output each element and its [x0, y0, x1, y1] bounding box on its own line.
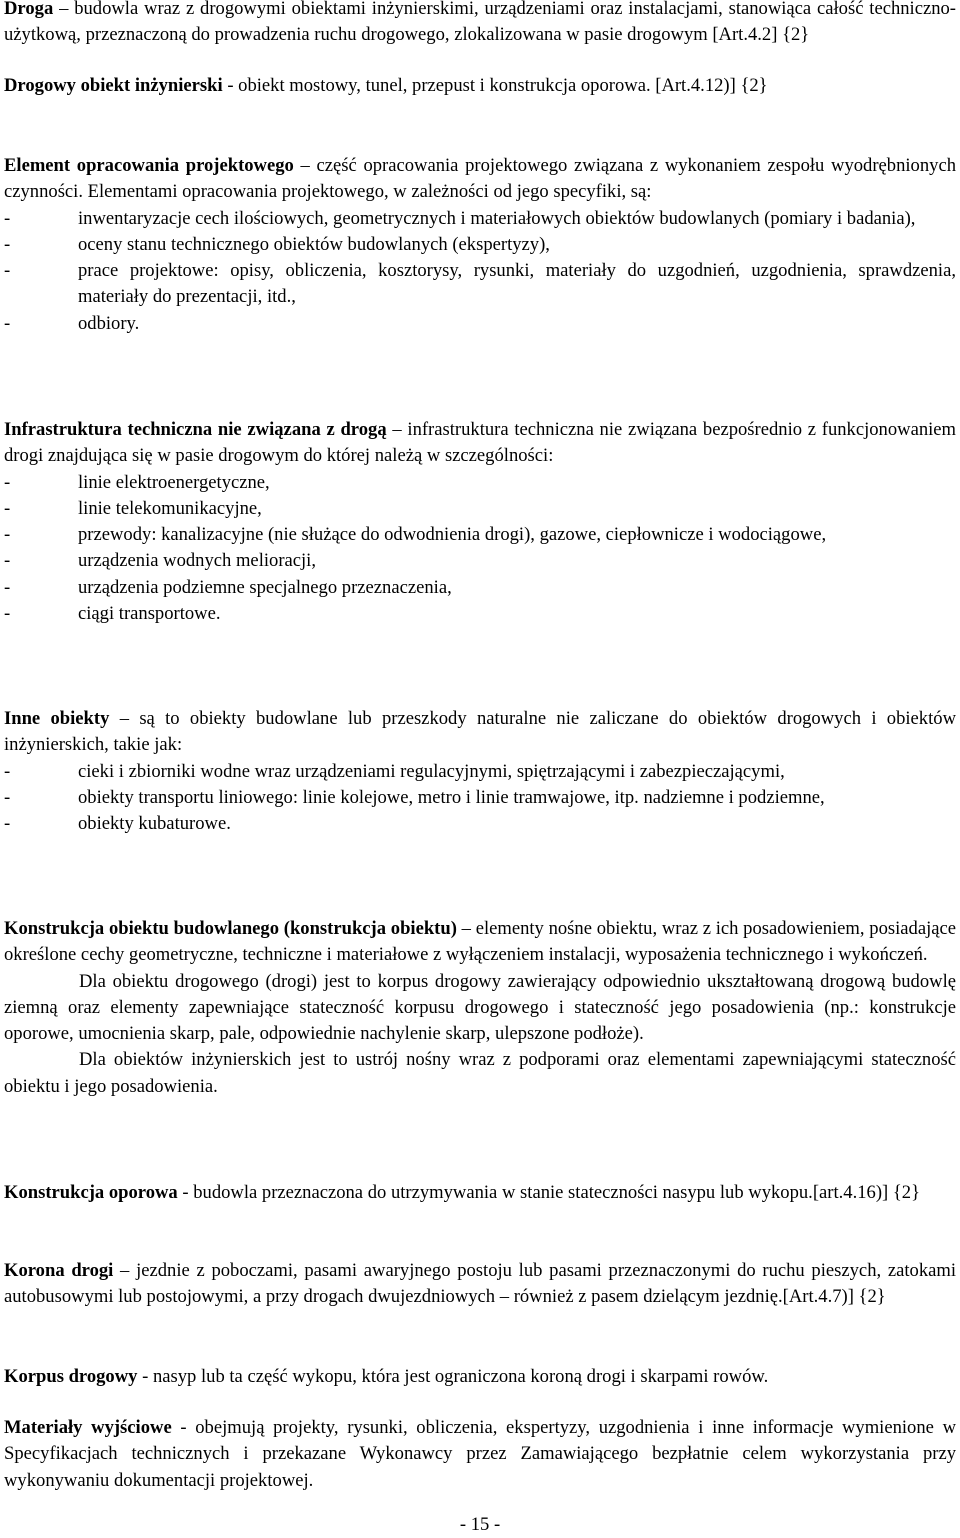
- definition-inne-obiekty: Inne obiekty – są to obiekty budowlane lub przeszkody naturalne nie zaliczane do obiektów drogowych i obiektów inżynierskich, takie jak: - cieki i zbiorniki wodne wraz urządzeniami regulacyjnymi, spiętrzającymi i zabezpieczającymi, - obiekty transportu liniowego: linie kolejowe, metro i linie tramwajowe, itp. nadziemne i podziemne, - obiekty kubaturowe.: [4, 706, 956, 837]
- page-number: - 15 -: [459, 1514, 501, 1535]
- definition-text: są to obiekty budowlane lub przeszkody naturalne nie zaliczane do obiektów drogowych i obiektów inżynierskich, takie jak:: [4, 708, 956, 756]
- term: Droga: [4, 0, 54, 19]
- definition-korona-drogi: Korona drogi – jezdnie z poboczami, pasami awaryjnego postoju lub pasami przeznaczonymi do ruchu pieszych, zatokami autobusowymi lub postojowymi, a przy drogach dwujezdniowych – również z pasem dzielącym jezdnię.[Art.4.7)] {2}: [4, 1260, 956, 1308]
- term: Korona drogi: [4, 1260, 114, 1281]
- list-item: - oceny stanu technicznego obiektów budowlanych (ekspertyzy),: [4, 232, 956, 258]
- definition-drogowy-obiekt-inzynierski: [4, 73, 956, 99]
- list-item: - urządzenia podziemne specjalnego przeznaczenia,: [4, 575, 956, 601]
- definition-text: - budowla przeznaczona do utrzymywania w stanie stateczności nasypu lub wykopu.[art.4.16)] {2}: [182, 1182, 920, 1203]
- definition-text: - obejmują projekty, rysunki, obliczenia, ekspertyzy, uzgodnienia i inne informacje wymienione w Specyfikacjach technicznych i przekazane Wykonawcy przez Zamawiającego bezpłatnie celem wykorzystania przy wykonywaniu dokumentacji projektowej.: [4, 1417, 956, 1491]
- list-item: - linie elektroenergetyczne,: [4, 470, 956, 496]
- definition-konstrukcja-oporowa: [4, 1180, 956, 1206]
- definition-text: - obiekt mostowy, tunel, przepust i konstrukcja oporowa. [Art.4.12)] {2}: [227, 75, 768, 96]
- definition-text: część opracowania projektowego związana z wykonaniem zespołu wyodrębnionych czynności. Elementami opracowania projektowego, w zależności od jego specyfiki, są:: [4, 155, 956, 203]
- term: Materiały wyjściowe: [4, 1417, 172, 1438]
- list-item: - odbiory.: [4, 311, 956, 337]
- list-item: - linie telekomunikacyjne,: [4, 496, 956, 522]
- list-item: - obiekty kubaturowe.: [4, 811, 956, 837]
- definition-materialy-wyjsciowe: [4, 1415, 956, 1494]
- definition-text: elementy nośne obiektu, wraz z ich posadowieniem, posiadające określone cechy geometryczne, techniczne i materiałowe z wyłączeniem instalacji, wyposażenia technicznego i wykończeń.: [4, 918, 956, 966]
- definition-text: - nasyp lub ta część wykopu, która jest ograniczona koroną drogi i skarpami rowów.: [142, 1366, 769, 1387]
- element-list: [4, 206, 956, 337]
- term: Konstrukcja obiektu budowlanego (konstrukcja obiektu): [4, 918, 457, 939]
- list-item: - obiekty transportu liniowego: linie kolejowe, metro i linie tramwajowe, itp. nadziemne i podziemne,: [4, 785, 956, 811]
- definition-element-opracowania: Element opracowania projektowego – część opracowania projektowego związana z wykonaniem zespołu wyodrębnionych czynności. Elementami opracowania projektowego, w zależności od jego specyfiki, są: - inwentaryzacje cech ilościowych, geometrycznych i materiałowych obiektów budowlanych (pomiary i badania), - oceny stanu technicznego obiektów budowlanych (ekspertyzy), - prace projektowe: opisy, obliczenia, kosztorysy, rysunki, materiały do uzgodnień, uzgodnienia, sprawdzenia, materiały do prezentacji, itd., - odbiory.: [4, 153, 956, 337]
- other-objects-list: [4, 759, 956, 838]
- list-item: - urządzenia wodnych melioracji,: [4, 548, 956, 574]
- list-item: - ciągi transportowe.: [4, 601, 956, 627]
- definition-text: budowla wraz z drogowymi obiektami inżynierskimi, urządzeniami oraz instalacjami, stanowiąca całość techniczno-użytkową, przeznaczoną do prowadzenia ruchu drogowego, zlokalizowana w pasie drogowym [Art.4.2] {2}: [4, 0, 956, 46]
- list-item: - przewody: kanalizacyjne (nie służące do odwodnienia drogi), gazowe, ciepłownicze i wodociągowe,: [4, 522, 956, 548]
- paragraph: Dla obiektów inżynierskich jest to ustrój nośny wraz z podporami oraz elementami zapewniającymi stateczność obiektu i jego posadowienia.: [4, 1049, 956, 1097]
- infrastructure-list: [4, 470, 956, 628]
- term: Inne obiekty: [4, 708, 110, 729]
- list-item: - inwentaryzacje cech ilościowych, geometrycznych i materiałowych obiektów budowlanych (pomiary i badania),: [4, 206, 956, 232]
- list-item: - prace projektowe: opisy, obliczenia, kosztorysy, rysunki, materiały do uzgodnień, uzgodnienia, sprawdzenia, materiały do prezentacji, itd.,: [4, 258, 956, 311]
- paragraph: Dla obiektu drogowego (drogi) jest to korpus drogowy zawierający odpowiednio ukształtowaną drogową budowlę ziemną oraz elementy zapewniające stateczność korpusu drogowego i stateczność jego posadowienia (np.: konstrukcje oporowe, umocnienia skarp, pale, odpowiednie nachylenie skarp, ulepszone podłoże).: [4, 970, 956, 1045]
- definition-konstrukcja-obiektu: Konstrukcja obiektu budowlanego (konstrukcja obiektu) – elementy nośne obiektu, wraz z ich posadowieniem, posiadające określone cechy geometryczne, techniczne i materiałowe z wyłączeniem instalacji, wyposażenia technicznego i wykończeń. Dla obiektu drogowego (drogi) jest to korpus drogowy zawierający odpowiednio ukształtowaną drogową budowlę ziemną oraz elementy zapewniające stateczność korpusu drogowego i stateczność jego posadowienia (np.: konstrukcje oporowe, umocnienia skarp, pale, odpowiednie nachylenie skarp, ulepszone podłoże). Dla obiektów inżynierskich jest to ustrój nośny wraz z podporami oraz elementami zapewniającymi stateczność obiektu i jego posadowienia.: [4, 916, 956, 1100]
- definition-korpus-drogowy: [4, 1364, 956, 1390]
- definition-text: infrastruktura techniczna nie związana bezpośrednio z funkcjonowaniem drogi znajdująca się w pasie drogowym do której należą w szczególności:: [4, 419, 957, 467]
- term: Konstrukcja oporowa: [4, 1182, 178, 1203]
- term: Element opracowania projektowego: [4, 155, 294, 176]
- definition-infrastruktura: Infrastruktura techniczna nie związana z drogą – infrastruktura techniczna nie związana bezpośrednio z funkcjonowaniem drogi znajdująca się w pasie drogowym do której należą w szczególności: - linie elektroenergetyczne, - linie telekomunikacyjne, - przewody: kanalizacyjne (nie służące do odwodnienia drogi), gazowe, ciepłownicze i wodociągowe, - urządzenia wodnych melioracji, - urządzenia podziemne specjalnego przeznaczenia, - ciągi transportowe.: [4, 417, 956, 627]
- term: Infrastruktura techniczna nie związana z drogą: [4, 419, 387, 440]
- definition-droga: Droga – budowla wraz z drogowymi obiektami inżynierskimi, urządzeniami oraz instalacjami, stanowiąca całość techniczno-użytkową, przeznaczoną do prowadzenia ruchu drogowego, zlokalizowana w pasie drogowym [Art.4.2] {2}: [4, 0, 956, 46]
- term: Korpus drogowy: [4, 1366, 138, 1387]
- term: Drogowy obiekt inżynierski: [4, 75, 223, 96]
- list-item: - cieki i zbiorniki wodne wraz urządzeniami regulacyjnymi, spiętrzającymi i zabezpieczającymi,: [4, 759, 956, 785]
- definition-text: jezdnie z poboczami, pasami awaryjnego postoju lub pasami przeznaczonymi do ruchu pieszych, zatokami autobusowymi lub postojowymi, a przy drogach dwujezdniowych – również z pasem dzielącym jezdnię.[Art.4.7)] {2}: [4, 1260, 956, 1308]
